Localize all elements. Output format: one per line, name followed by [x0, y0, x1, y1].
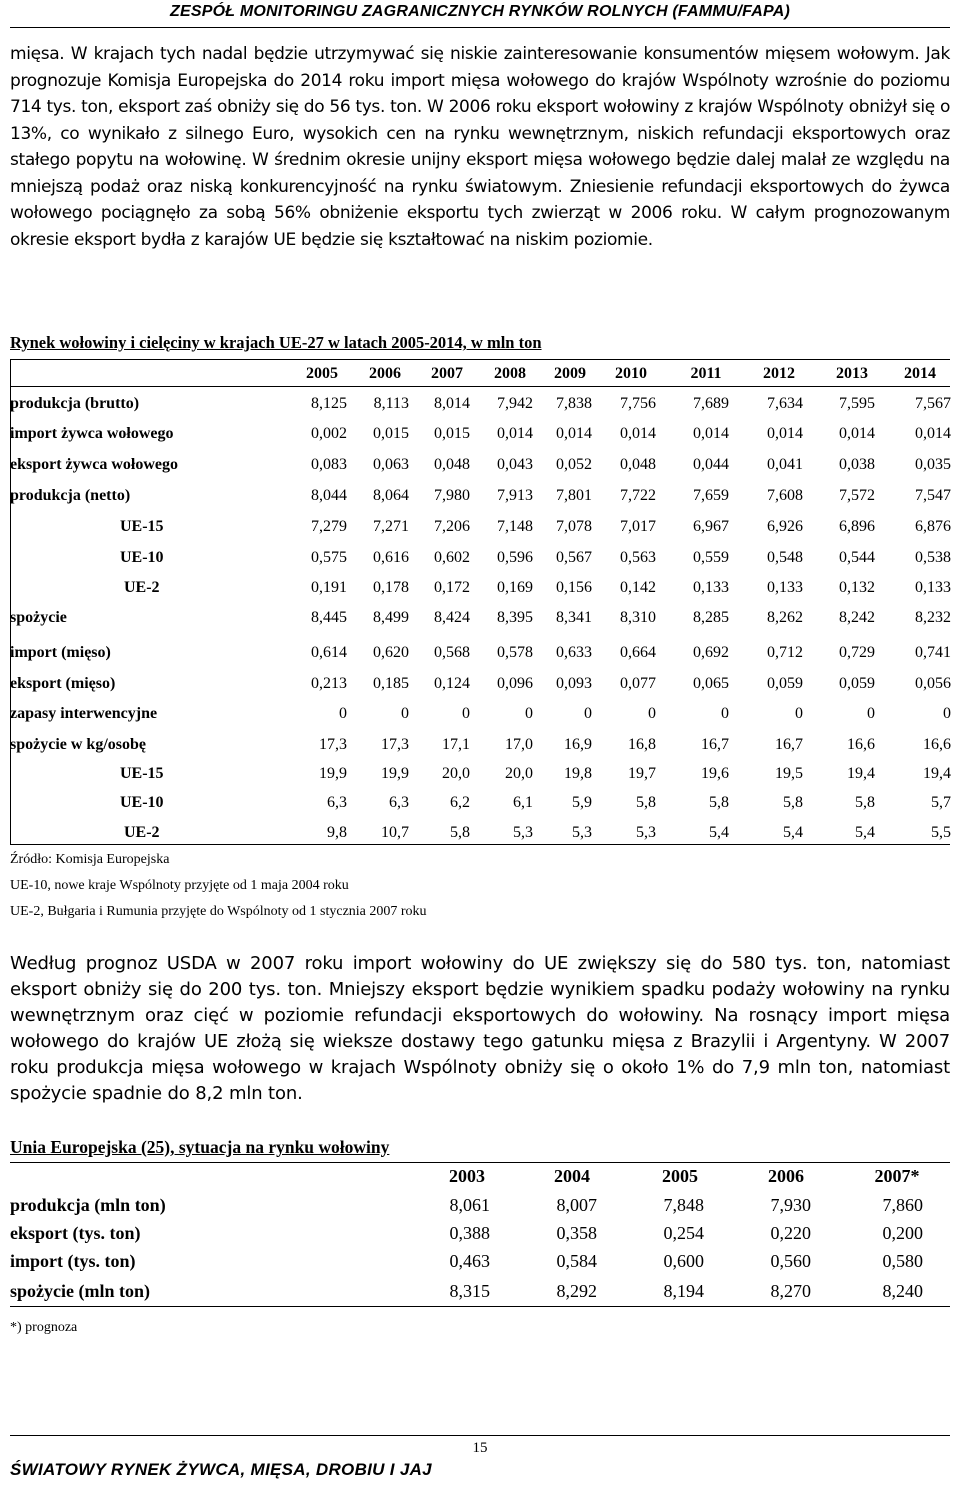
table1-row-label: UE-2	[124, 579, 160, 596]
table1-cell: 0,172	[434, 579, 470, 596]
table1-cell: 0	[721, 705, 729, 722]
table1-year-header: 2007	[431, 365, 463, 382]
table1-cell: 6,1	[513, 794, 533, 811]
table1-cell: 0,729	[839, 644, 875, 661]
table1-cell: 7,567	[915, 395, 951, 412]
table1-cell: 8,499	[373, 609, 409, 626]
table1-cell: 8,424	[434, 609, 470, 626]
table1-row-label: eksport żywca wołowego	[10, 456, 178, 473]
table1-cell: 0,559	[693, 549, 729, 566]
table1-cell: 5,8	[636, 794, 656, 811]
table1-row-label: UE-15	[120, 765, 164, 782]
table1-cell: 5,3	[572, 824, 592, 841]
table1-cell: 0	[339, 705, 347, 722]
table1-row-label: spożycie w kg/osobę	[10, 736, 146, 753]
table1-cell: 5,8	[709, 794, 729, 811]
table1-cell: 0,620	[373, 644, 409, 661]
table2-cell: 0,600	[663, 1251, 704, 1271]
table1-cell: 8,125	[311, 395, 347, 412]
table1-cell: 7,722	[620, 487, 656, 504]
table1-cell: 5,8	[855, 794, 875, 811]
table1-cell: 16,9	[564, 736, 592, 753]
table1-cell: 7,572	[839, 487, 875, 504]
table1-cell: 7,689	[693, 395, 729, 412]
page-header: ZESPÓŁ MONITORINGU ZAGRANICZNYCH RYNKÓW ROLNYCH (FAMMU/FAPA)	[170, 3, 790, 20]
table1-cell: 7,279	[311, 518, 347, 535]
table1-cell: 5,4	[709, 824, 729, 841]
table1-year-header: 2013	[836, 365, 868, 382]
table1-cell: 0	[401, 705, 409, 722]
table1-row-label: import (mięso)	[10, 644, 111, 661]
table1-cell: 0,133	[693, 579, 729, 596]
table2-year-header: 2006	[768, 1166, 804, 1186]
table1-cell: 7,942	[497, 395, 533, 412]
table1-cell: 6,896	[839, 518, 875, 535]
table1-cell: 0,014	[620, 425, 656, 442]
table1-cell: 6,926	[767, 518, 803, 535]
table1-cell: 7,980	[434, 487, 470, 504]
table1-year-header: 2010	[615, 365, 647, 382]
table2-cell: 8,061	[449, 1195, 490, 1215]
table1-cell: 7,148	[497, 518, 533, 535]
table1-cell: 0,741	[915, 644, 951, 661]
table2-year-header: 2003	[449, 1166, 485, 1186]
table1-cell: 6,3	[327, 794, 347, 811]
table1-cell: 0,014	[497, 425, 533, 442]
table1-cell: 0,602	[434, 549, 470, 566]
table1-cell: 0,185	[373, 675, 409, 692]
table1-cell: 8,445	[311, 609, 347, 626]
table1-cell: 0,014	[767, 425, 803, 442]
table1-cell: 0,133	[915, 579, 951, 596]
table1-cell: 19,4	[847, 765, 875, 782]
table1-cell: 8,014	[434, 395, 470, 412]
table1-cell: 7,078	[556, 518, 592, 535]
table2-cell: 0,200	[882, 1223, 923, 1243]
table1-cell: 7,634	[767, 395, 803, 412]
table2-cell: 0,254	[663, 1223, 704, 1243]
table2-cell: 0,463	[449, 1251, 490, 1271]
table1-cell: 5,8	[450, 824, 470, 841]
table1-cell: 8,044	[311, 487, 347, 504]
table1-cell: 20,0	[442, 765, 470, 782]
table1-header-rule	[10, 386, 950, 387]
table2-cell: 0,358	[556, 1223, 597, 1243]
table2-row-label: eksport (tys. ton)	[10, 1223, 141, 1243]
table1-cell: 8,232	[915, 609, 951, 626]
table1-cell: 0,563	[620, 549, 656, 566]
table1-year-header: 2008	[494, 365, 526, 382]
table1-cell: 0,065	[693, 675, 729, 692]
table1-cell: 0,035	[915, 456, 951, 473]
header-rule	[10, 27, 950, 28]
table1-cell: 7,608	[767, 487, 803, 504]
table1-cell: 0,213	[311, 675, 347, 692]
table1-row-label: spożycie	[10, 609, 67, 626]
table1-cell: 0,059	[767, 675, 803, 692]
table1-note: Źródło: Komisja Europejska	[10, 852, 170, 867]
table1-cell: 0,048	[434, 456, 470, 473]
table1-cell: 7,913	[497, 487, 533, 504]
table1-year-header: 2005	[306, 365, 338, 382]
table1-cell: 0	[462, 705, 470, 722]
table1-cell: 5,4	[855, 824, 875, 841]
table1-cell: 0,712	[767, 644, 803, 661]
table1-cell: 0,156	[556, 579, 592, 596]
table1-cell: 0,048	[620, 456, 656, 473]
table1-cell: 19,8	[564, 765, 592, 782]
table1-year-header: 2014	[904, 365, 936, 382]
table1-cell: 16,7	[701, 736, 729, 753]
footer-rule	[10, 1435, 950, 1436]
table1-cell: 17,3	[381, 736, 409, 753]
table1-year-header: 2011	[690, 365, 722, 382]
table1-cell: 8,113	[373, 395, 409, 412]
table1-cell: 6,3	[389, 794, 409, 811]
table1-cell: 0	[867, 705, 875, 722]
table1-cell: 16,8	[628, 736, 656, 753]
table1-cell: 0,633	[556, 644, 592, 661]
table1-row-label: produkcja (netto)	[10, 487, 131, 504]
table1-cell: 19,9	[381, 765, 409, 782]
page-footer: ŚWIATOWY RYNEK ŻYWCA, MIĘSA, DROBIU I JAJ	[10, 1460, 432, 1479]
table2-cell: 8,315	[449, 1281, 490, 1301]
table1-cell: 0,664	[620, 644, 656, 661]
table2-row-label: import (tys. ton)	[10, 1251, 136, 1271]
table2-cell: 0,580	[882, 1251, 923, 1271]
table1-cell: 16,6	[847, 736, 875, 753]
table1-cell: 0,544	[839, 549, 875, 566]
table1-cell: 7,017	[620, 518, 656, 535]
table1-year-header: 2009	[554, 365, 586, 382]
table1-cell: 7,595	[839, 395, 875, 412]
table2-year-header: 2005	[662, 1166, 698, 1186]
table1-cell: 7,206	[434, 518, 470, 535]
table1-cell: 5,8	[783, 794, 803, 811]
table2-bottom-rule	[10, 1306, 950, 1307]
table1-cell: 0,093	[556, 675, 592, 692]
table1-cell: 16,6	[923, 736, 951, 753]
table1-cell: 6,2	[450, 794, 470, 811]
table1-cell: 0,043	[497, 456, 533, 473]
table1-cell: 6,876	[915, 518, 951, 535]
table1-cell: 0,041	[767, 456, 803, 473]
table1-cell: 0,002	[311, 425, 347, 442]
table1-bottom-rule	[10, 844, 950, 845]
table2-cell: 8,270	[770, 1281, 811, 1301]
table1-cell: 17,1	[442, 736, 470, 753]
table1-cell: 5,5	[931, 824, 951, 841]
table1-cell: 0,083	[311, 456, 347, 473]
table1-cell: 16,7	[775, 736, 803, 753]
table2-cell: 7,930	[770, 1195, 811, 1215]
table2-cell: 0,388	[449, 1223, 490, 1243]
table1-cell: 8,242	[839, 609, 875, 626]
table1-cell: 8,262	[767, 609, 803, 626]
table1-cell: 0,578	[497, 644, 533, 661]
table1-top-rule	[10, 359, 950, 360]
table1-title: Rynek wołowiny i cielęciny w krajach UE-27 w latach 2005-2014, w mln ton	[10, 333, 542, 352]
table2-cell: 0,220	[770, 1223, 811, 1243]
table1-cell: 0	[584, 705, 592, 722]
table2-cell: 7,848	[663, 1195, 704, 1215]
table1-row-label: UE-10	[120, 549, 164, 566]
table1-cell: 0	[648, 705, 656, 722]
table1-year-header: 2006	[369, 365, 401, 382]
table1-cell: 0,169	[497, 579, 533, 596]
table1-cell: 0,567	[556, 549, 592, 566]
table1-row-label: eksport (mięso)	[10, 675, 116, 692]
table2-row-label: spożycie (mln ton)	[10, 1281, 150, 1301]
table2-cell: 0,584	[556, 1251, 597, 1271]
table1-cell: 0,063	[373, 456, 409, 473]
table1-cell: 19,4	[923, 765, 951, 782]
table1-cell: 0,077	[620, 675, 656, 692]
table1-row-label: produkcja (brutto)	[10, 395, 140, 412]
table1-year-header: 2012	[763, 365, 795, 382]
body-paragraph-1: mięsa. W krajach tych nadal będzie utrzymywać się niskie zainteresowanie konsumentów mięsem wołowym. Jak prognozuje Komisja Europejska do 2014 roku import mięsa wołowego do krajów Wspólnoty wzrośnie do poziomu 714 tys. ton, eksport zaś obniży się do 56 tys. ton. W 2006 roku eksport wołowiny z krajów Wspólnoty obniżył się o 13%, co wynikało z silnego Euro, wysokich cen na rynku wewnętrznym, niskich refundacji eksportowych oraz stałego popytu na wołowinę. W średnim okresie unijny eksport mięsa wołowego będzie dalej malał ze względu na mniejszą podaż oraz niską konkurencyjność na rynku światowym. Zniesienie refundacji eksportowych do żywca wołowego pociągnęło za sobą 56% obniżenie eksportu tych zwierząt w 2006 roku. W całym prognozowanym okresie eksport bydła z karajów UE będzie się kształtować na niskim poziomie.	[10, 44, 950, 250]
table1-row-label: UE-2	[124, 824, 160, 841]
table1-cell: 19,5	[775, 765, 803, 782]
table1-cell: 0,596	[497, 549, 533, 566]
table1-cell: 0,052	[556, 456, 592, 473]
table1-cell: 9,8	[327, 824, 347, 841]
table1-cell: 0,038	[839, 456, 875, 473]
page-number: 15	[472, 1440, 488, 1456]
table1-cell: 8,285	[693, 609, 729, 626]
table1-cell: 0	[795, 705, 803, 722]
table2-cell: 8,292	[556, 1281, 597, 1301]
table1-row-label: UE-15	[120, 518, 164, 535]
table2-cell: 8,007	[556, 1195, 597, 1215]
table2-title: Unia Europejska (25), sytuacja na rynku wołowiny	[10, 1137, 390, 1157]
table1-cell: 8,310	[620, 609, 656, 626]
table1-cell: 0,014	[915, 425, 951, 442]
table1-cell: 20,0	[505, 765, 533, 782]
table1-row-label: import żywca wołowego	[10, 425, 174, 442]
table1-cell: 5,3	[513, 824, 533, 841]
table2-top-rule	[10, 1162, 950, 1163]
table1-cell: 0,178	[373, 579, 409, 596]
table1-cell: 0,568	[434, 644, 470, 661]
table1-cell: 7,838	[556, 395, 592, 412]
table1-cell: 8,064	[373, 487, 409, 504]
table1-cell: 10,7	[381, 824, 409, 841]
table1-note: UE-10, nowe kraje Wspólnoty przyjęte od 1 maja 2004 roku	[10, 878, 349, 893]
table1-cell: 0,191	[311, 579, 347, 596]
table1-cell: 17,0	[505, 736, 533, 753]
table1-cell: 0	[525, 705, 533, 722]
table1-cell: 0,015	[434, 425, 470, 442]
table2-note: *) prognoza	[10, 1320, 78, 1335]
table1-cell: 0,692	[693, 644, 729, 661]
table1-cell: 7,801	[556, 487, 592, 504]
table2-row-label: produkcja (mln ton)	[10, 1195, 166, 1215]
table2-year-header: 2004	[554, 1166, 590, 1186]
table1-cell: 0,059	[839, 675, 875, 692]
table1-cell: 5,4	[783, 824, 803, 841]
table1-cell: 0,133	[767, 579, 803, 596]
table1-cell: 5,9	[572, 794, 592, 811]
table1-cell: 0,538	[915, 549, 951, 566]
table1-cell: 8,341	[556, 609, 592, 626]
table1-cell: 6,967	[693, 518, 729, 535]
table1-cell: 17,3	[319, 736, 347, 753]
table1-cell: 0,142	[620, 579, 656, 596]
table1-cell: 19,6	[701, 765, 729, 782]
table1-cell: 0,614	[311, 644, 347, 661]
table1-cell: 0	[943, 705, 951, 722]
table1-cell: 0,575	[311, 549, 347, 566]
table1-cell: 8,395	[497, 609, 533, 626]
table1-row-label: UE-10	[120, 794, 164, 811]
table1-cell: 19,7	[628, 765, 656, 782]
table2-cell: 7,860	[882, 1195, 923, 1215]
table1-cell: 19,9	[319, 765, 347, 782]
table1-cell: 0,616	[373, 549, 409, 566]
table1-cell: 0,015	[373, 425, 409, 442]
table1-cell: 0,548	[767, 549, 803, 566]
table2-cell: 0,560	[770, 1251, 811, 1271]
table1-cell: 7,756	[620, 395, 656, 412]
body-paragraph-2: Według prognoz USDA w 2007 roku import wołowiny do UE zwiększy się do 580 tys. ton, natomiast eksport obniży się do 200 tys. ton. Mniejszy eksport będzie wynikiem spadku podaży wołowiny na rynku wewnętrznym oraz cięć w poziomie refundacji eksportowych do wołowiny. Na rosnący import mięsa wołowego do krajów UE złożą się wieksze dostawy tego gatunku mięsa z Brazylii i Argentyny. W 2007 roku produkcja mięsa wołowego w krajach Wspólnoty obniży się o około 1% do 7,9 mln ton, natomiast spożycie spadnie do 8,2 mln ton.	[10, 953, 950, 1104]
table1-cell: 5,3	[636, 824, 656, 841]
table1-cell: 0,056	[915, 675, 951, 692]
table1-cell: 0,096	[497, 675, 533, 692]
table2-cell: 8,194	[663, 1281, 704, 1301]
table2-cell: 8,240	[882, 1281, 923, 1301]
table1-cell: 0,044	[693, 456, 729, 473]
table1-cell: 5,7	[931, 794, 951, 811]
table1-cell: 7,547	[915, 487, 951, 504]
table1-cell: 0,014	[556, 425, 592, 442]
table1-note: UE-2, Bułgaria i Rumunia przyjęte do Wspólnoty od 1 stycznia 2007 roku	[10, 904, 427, 919]
table1-cell: 0,014	[693, 425, 729, 442]
table1-cell: 7,271	[373, 518, 409, 535]
table1-cell: 0,014	[839, 425, 875, 442]
table2-year-header: 2007*	[874, 1166, 920, 1186]
table1-cell: 0,124	[434, 675, 470, 692]
table1-row-label: zapasy interwencyjne	[10, 705, 158, 722]
table1-cell: 0,132	[839, 579, 875, 596]
table1-cell: 7,659	[693, 487, 729, 504]
